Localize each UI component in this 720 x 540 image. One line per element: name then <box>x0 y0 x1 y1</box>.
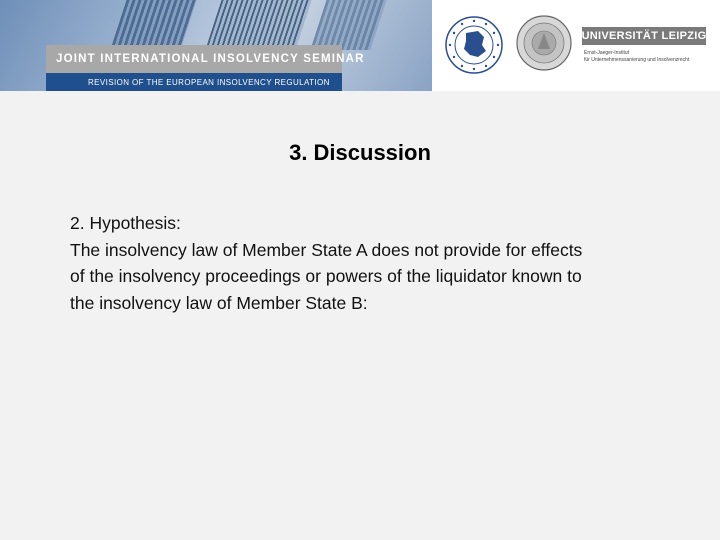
slide-body <box>70 210 680 316</box>
body-line: the insolvency law of Member State B: <box>70 292 368 313</box>
slide-title: 3. Discussion <box>289 140 431 165</box>
body-line: The insolvency law of Member State A does not provide for effects <box>70 239 583 260</box>
university-seal-icon <box>516 15 572 71</box>
header-banner <box>0 0 720 91</box>
seminar-title: JOINT INTERNATIONAL INSOLVENCY SEMINAR <box>56 53 365 65</box>
university-name-box <box>582 27 706 45</box>
building-graphic <box>310 0 389 50</box>
seminar-subtitle-band <box>46 73 342 91</box>
institute-line-1: Ernst-Jaeger-Institut <box>584 50 630 56</box>
building-graphic <box>205 0 314 50</box>
insol-europe-logo-icon <box>444 15 504 75</box>
institute-name <box>584 50 716 64</box>
university-name: UNIVERSITÄT LEIPZIG <box>581 30 707 42</box>
seminar-subtitle: REVISION OF THE EUROPEAN INSOLVENCY REGULATION <box>88 77 330 87</box>
body-line: of the insolvency proceedings or powers of the liquidator known to <box>70 266 582 286</box>
seminar-title-band <box>46 45 365 73</box>
building-graphic <box>110 0 199 50</box>
institute-line-2: für Unternehmenssanierung und Insolvenzrecht <box>584 57 690 63</box>
body-line: 2. Hypothesis: <box>70 213 181 233</box>
